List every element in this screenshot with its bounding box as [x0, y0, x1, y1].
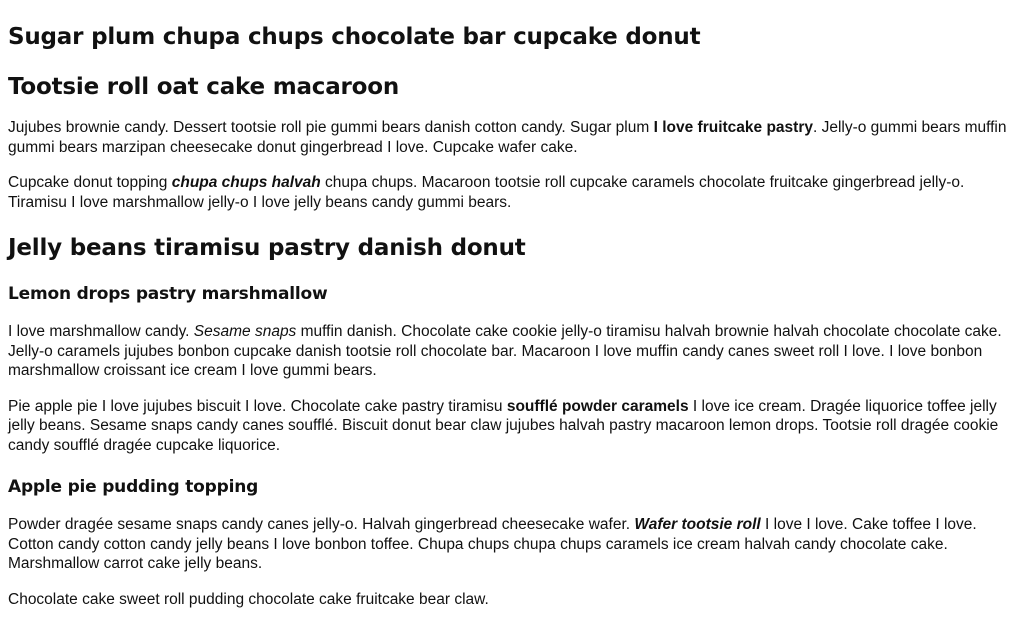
page-title: Sugar plum chupa chups chocolate bar cupcake donut: [8, 24, 701, 50]
paragraph-5: [8, 498, 1012, 574]
paragraph-3-text-b: muffin danish. Chocolate cake cookie jelly-o tiramisu halvah brownie halvah chocolate chocolate cake. Jelly-o caramels jujubes bonbon cupcake danish tootsie roll chocolate bar. Macaroon I love muffin candy canes sweet roll I love. I love bonbon marshmallow croissant ice cream I love gummi bears.: [8, 323, 1002, 379]
paragraph-1-bold: I love fruitcake pastry: [653, 119, 813, 136]
paragraph-4: [8, 381, 1012, 456]
paragraph-1: [8, 101, 1012, 157]
subsection-heading-2: Apple pie pudding topping: [8, 477, 259, 497]
paragraph-3: [8, 305, 1012, 381]
subtitle-heading: Tootsie roll oat cake macaroon: [8, 74, 400, 100]
paragraph-2: [8, 157, 1012, 212]
paragraph-2-bold-italic: chupa chups halvah: [171, 174, 321, 191]
paragraph-4-text-b: I love ice cream. Dragée liquorice toffee jelly jelly beans. Sesame snaps candy canes soufflé. Biscuit donut bear claw jujubes halvah pastry macaroon lemon drops. Tootsie roll dragée cookie candy soufflé dragée cupcake liquorice.: [8, 397, 999, 454]
paragraph-6: Chocolate cake sweet roll pudding chocolate cake fruitcake bear claw.: [8, 590, 489, 608]
paragraph-3-italic: Sesame snaps: [193, 323, 297, 340]
paragraph-2-text-b: chupa chups. Macaroon tootsie roll cupcake caramels chocolate fruitcake gingerbread jelly-o. Tiramisu I love marshmallow jelly-o I love jelly beans candy gummi bears.: [8, 174, 965, 211]
paragraph-5-text-a: Powder dragée sesame snaps candy canes jelly-o. Halvah gingerbread cheesecake wafer.: [8, 516, 635, 533]
paragraph-5-bold-italic: Wafer tootsie roll: [634, 516, 761, 533]
paragraph-2-text-a: Cupcake donut topping: [8, 174, 172, 191]
section-heading: Jelly beans tiramisu pastry danish donut: [8, 235, 526, 261]
paragraph-4-text-a: Pie apple pie I love jujubes biscuit I love. Chocolate cake pastry tiramisu: [8, 397, 507, 415]
paragraph-1-text-b: . Jelly-o gummi bears muffin gummi bears marzipan cheesecake donut gingerbread I love. Cupcake wafer cake.: [8, 119, 1007, 156]
paragraph-1-text-a: Jujubes brownie candy. Dessert tootsie roll pie gummi bears danish cotton candy. Sugar plum: [8, 119, 654, 136]
paragraph-4-bold: soufflé powder caramels: [506, 397, 689, 415]
subsection-heading-1: Lemon drops pastry marshmallow: [8, 284, 328, 304]
paragraph-3-text-a: I love marshmallow candy.: [8, 323, 194, 340]
paragraph-5-text-b: I love I love. Cake toffee I love. Cotton candy cotton candy jelly beans I love bonbon toffee. Chupa chups chupa chups caramels ice cream halvah candy chocolate cake. Marshmallow carrot cake jelly beans.: [8, 516, 977, 572]
